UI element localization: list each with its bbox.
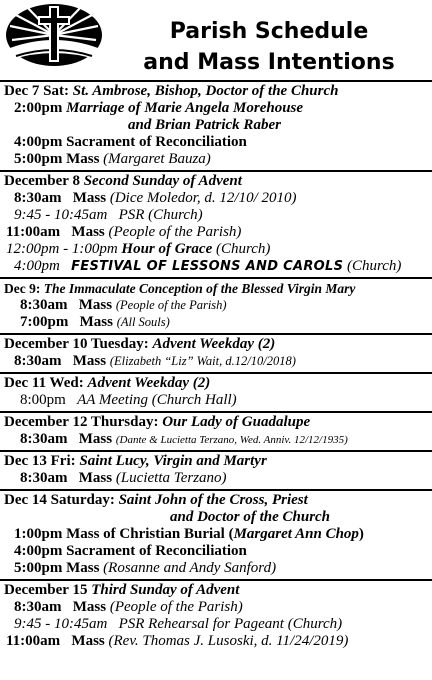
day-heading: [0, 492, 432, 509]
time: 8:30am: [20, 470, 68, 486]
intention: (Dante & Lucietta Terzano, Wed. Anniv. 12/12/1935): [115, 434, 348, 446]
event: 1:00pm Mass of Christian Burial (: [14, 526, 234, 542]
time: 12:00pm - 1:00pm: [6, 241, 118, 257]
event-close: ): [358, 526, 364, 542]
day-label: December 8: [4, 173, 80, 189]
entry: [0, 258, 432, 275]
day-label: December 12 Thursday:: [4, 414, 159, 430]
time-mass: 5:00pm Mass: [14, 151, 100, 167]
location: (Church): [346, 258, 402, 274]
mass-label: Mass: [78, 431, 113, 447]
mass-label: Mass: [72, 599, 107, 615]
festival-title: FESTIVAL OF LESSONS AND CAROLS: [71, 259, 344, 274]
section-dec14: [0, 489, 432, 579]
day-heading: [0, 453, 432, 470]
intention: (People of the Parish): [108, 224, 242, 240]
entry-continued: [0, 117, 432, 134]
section-dec11: [0, 372, 432, 411]
feast-label: Our Lady of Guadalupe: [162, 414, 311, 430]
intention: (People of the Parish): [109, 599, 243, 615]
day-label: Dec 11 Wed:: [4, 375, 84, 391]
mass-label: Mass: [72, 353, 107, 369]
cross-sunburst-icon: [4, 2, 104, 68]
day-heading: [0, 414, 432, 431]
day-label: Dec 7 Sat:: [4, 83, 69, 99]
section-dec13: [0, 450, 432, 489]
section-dec12: [0, 411, 432, 450]
location: (Church): [215, 241, 271, 257]
day-label: December 15: [4, 582, 88, 598]
event: PSR Rehearsal for Pageant (Church): [118, 616, 343, 632]
feast-label: Saint Lucy, Virgin and Martyr: [79, 453, 267, 469]
time: 8:30am: [14, 353, 62, 369]
section-dec15: [0, 579, 432, 652]
time: 8:30am: [20, 297, 68, 313]
feast-label: Advent Weekday (2): [87, 375, 211, 391]
event: and Brian Patrick Raber: [128, 117, 281, 133]
feast-label: Saint John of the Cross, Priest: [118, 492, 308, 508]
mass-label: Mass: [78, 470, 113, 486]
day-heading: [0, 582, 432, 599]
time: 11:00am: [6, 633, 61, 649]
day-heading: [0, 83, 432, 100]
feast-label: Advent Weekday (2): [152, 336, 276, 352]
entry: [0, 470, 432, 487]
event: PSR (Church): [118, 207, 203, 223]
day-heading: [0, 280, 432, 297]
entry: [0, 224, 432, 241]
entry: 4:00pm Sacrament of Reconciliation: [14, 134, 247, 150]
entry: 4:00pm Sacrament of Reconciliation: [14, 543, 247, 559]
section-dec7: [0, 80, 432, 170]
feast-label: The Immaculate Conception of the Blessed Virgin Mary: [43, 281, 356, 296]
feast-label: Second Sunday of Advent: [83, 173, 242, 189]
section-dec10: [0, 333, 432, 372]
time: 7:00pm: [20, 314, 69, 330]
intention: (Dice Moledor, d. 12/10/ 2010): [109, 190, 297, 206]
section-dec9: [0, 277, 432, 333]
title-line-2: and Mass Intentions: [143, 50, 395, 75]
entry: [0, 633, 432, 650]
title-line-1: Parish Schedule: [169, 19, 369, 44]
time-mass: 5:00pm Mass: [14, 560, 100, 576]
event: Hour of Grace: [121, 241, 213, 257]
section-dec8: [0, 170, 432, 277]
intention: (All Souls): [116, 315, 170, 329]
day-label: Dec 14 Saturday:: [4, 492, 115, 508]
entry: [0, 560, 432, 577]
intention: (People of the Parish): [115, 298, 227, 312]
time: 8:30am: [20, 431, 68, 447]
entry: [0, 190, 432, 207]
deceased-name: Margaret Ann Chop: [233, 526, 359, 542]
entry: [0, 207, 432, 224]
mass-label: Mass: [79, 314, 113, 330]
entry: [0, 392, 432, 409]
feast-label: St. Ambrose, Bishop, Doctor of the Church: [72, 83, 339, 99]
time: 8:30am: [14, 190, 62, 206]
mass-label: Mass: [71, 224, 105, 240]
time: 11:00am: [6, 224, 61, 240]
day-label: Dec 13 Fri:: [4, 453, 76, 469]
intention: (Rev. Thomas J. Lusoski, d. 11/24/2019): [108, 633, 349, 649]
entry: [0, 616, 432, 633]
intention: (Margaret Bauza): [103, 151, 211, 167]
mass-label: Mass: [71, 633, 105, 649]
entry: [0, 100, 432, 117]
mass-label: Mass: [72, 190, 107, 206]
time: 9:45 - 10:45am: [14, 207, 108, 223]
event: Marriage of Marie Angela Morehouse: [66, 100, 304, 116]
entry: [0, 151, 432, 168]
entry: [0, 241, 432, 258]
bulletin-header: [0, 0, 432, 80]
event: AA Meeting (Church Hall): [77, 392, 237, 408]
intention: (Lucietta Terzano): [115, 470, 227, 486]
intention: (Rosanne and Andy Sanford): [103, 560, 277, 576]
day-heading: [0, 173, 432, 190]
day-heading: [0, 336, 432, 353]
entry: [0, 297, 432, 314]
day-label: December 10 Tuesday:: [4, 336, 149, 352]
feast-continued: [0, 509, 432, 526]
entry: [0, 314, 432, 331]
entry: [0, 526, 432, 543]
time: 9:45 - 10:45am: [14, 616, 108, 632]
time: 8:30am: [14, 599, 62, 615]
time: 8:00pm: [20, 392, 66, 408]
feast-label: and Doctor of the Church: [170, 509, 331, 525]
entry: [0, 431, 432, 448]
entry: [0, 353, 432, 370]
day-label: Dec 9:: [4, 281, 41, 296]
intention: (Elizabeth “Liz” Wait, d.12/10/2018): [109, 354, 296, 368]
feast-label: Third Sunday of Advent: [91, 582, 240, 598]
time: 2:00pm: [14, 100, 63, 116]
time: 4:00pm: [14, 258, 60, 274]
day-heading: [0, 375, 432, 392]
entry: [0, 599, 432, 616]
page-title: [110, 16, 428, 78]
mass-label: Mass: [78, 297, 113, 313]
